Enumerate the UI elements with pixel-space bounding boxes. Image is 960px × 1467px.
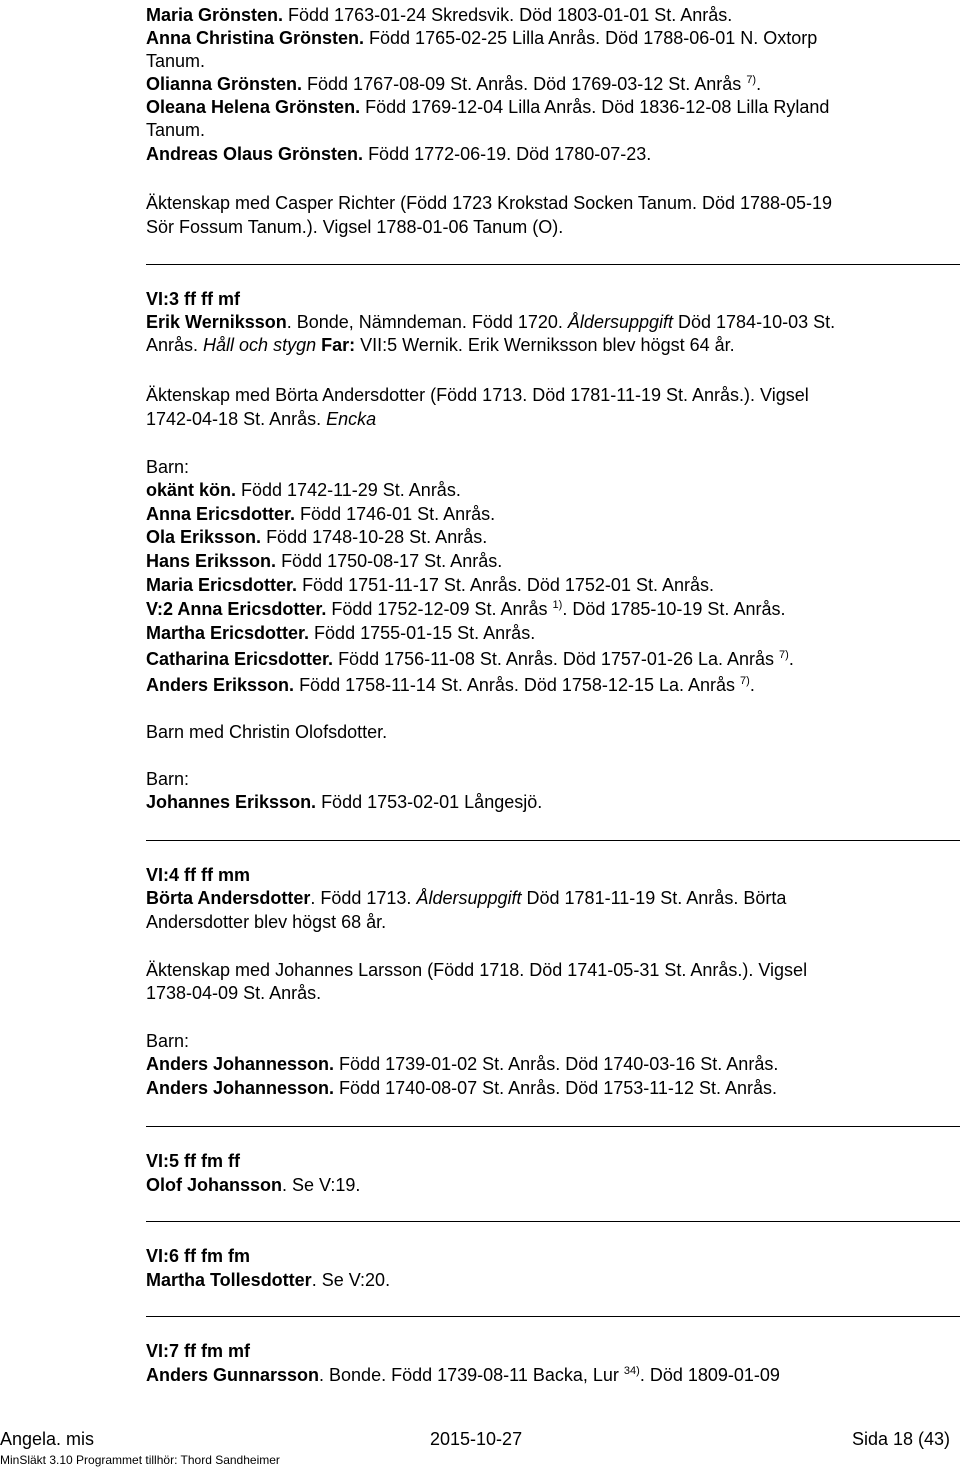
children-label: Barn: xyxy=(146,1031,190,1051)
entry-text: Född 1746-01 St. Anrås. xyxy=(295,504,496,524)
person-line xyxy=(146,1269,390,1293)
marriage-line xyxy=(146,408,376,432)
section-header-vi4: VI:4 ff ff mm xyxy=(146,865,251,885)
entry-text: . Född 1713. xyxy=(310,888,417,908)
entry-line xyxy=(146,73,761,97)
section-divider xyxy=(146,840,960,841)
children-label: Barn: xyxy=(146,457,190,477)
entry-text: . xyxy=(788,649,794,669)
entry-text: Född 1769-12-04 Lilla Anrås. Död 1836-12-08 Lilla Ryland xyxy=(360,97,830,117)
entry-text: Död 1784-10-03 St. xyxy=(673,312,836,332)
entry-text: . Död 1809-01-09 xyxy=(639,1365,780,1385)
entry-text: Född 1752-12-09 St. Anrås xyxy=(326,599,553,619)
entry-text: . Bonde. Född 1739-08-11 Backa, Lur xyxy=(319,1365,624,1385)
person-name: Ola Eriksson. xyxy=(146,527,262,547)
entry-text: Död 1781-11-19 St. Anrås. Börta xyxy=(521,888,787,908)
other-parent-line: Barn med Christin Olofsdotter. xyxy=(146,722,388,742)
entry-text: Född 1765-02-25 Lilla Anrås. Död 1788-06-01 N. Oxtorp xyxy=(364,28,818,48)
person-name: Anders Eriksson. xyxy=(146,675,295,695)
entry-text: VII:5 Wernik. Erik Werniksson blev högst 64 år. xyxy=(355,335,735,355)
person-name: Anna Christina Grönsten. xyxy=(146,28,365,48)
person-name: Erik Werniksson xyxy=(146,312,287,332)
entry-text: Anrås. xyxy=(146,335,204,355)
marriage-line: Äktenskap med Börta Andersdotter (Född 1713. Död 1781-11-19 St. Anrås.). Vigsel xyxy=(146,385,809,405)
footnote-ref: 1) xyxy=(552,599,563,611)
entry-text: Född 1755-01-15 St. Anrås. xyxy=(309,623,536,643)
section-header-vi5: VI:5 ff fm ff xyxy=(146,1151,240,1171)
entry-text: Född 1756-11-08 St. Anrås. Död 1757-01-26 La. Anrås xyxy=(333,649,780,669)
children-label: Barn: xyxy=(146,769,190,789)
entry-text: Tanum. xyxy=(146,120,206,140)
child-line xyxy=(146,648,794,672)
child-line xyxy=(146,622,535,646)
entry-line xyxy=(146,119,205,143)
person-name: Hans Eriksson. xyxy=(146,551,277,571)
entry-text: . Se V:20. xyxy=(311,1270,391,1290)
entry-text: Född 1767-08-09 St. Anrås. Död 1769-03-12 St. Anrås xyxy=(302,74,747,94)
person-name: okänt kön. xyxy=(146,480,237,500)
page-footer xyxy=(0,1424,960,1467)
person-name: Johannes Eriksson. xyxy=(146,792,317,812)
child-line xyxy=(146,479,461,503)
footnote-ref: 7) xyxy=(746,74,757,86)
section-header-vi3: VI:3 ff ff mf xyxy=(146,289,240,309)
section-divider xyxy=(146,1221,960,1222)
entry-text: Född 1748-10-28 St. Anrås. xyxy=(261,527,488,547)
entry-text: . Bonde, Nämndeman. Född 1720. xyxy=(286,312,568,332)
footer-page-number: Sida 18 (43) xyxy=(851,1429,950,1449)
section-divider xyxy=(146,1126,960,1127)
entry-text: 1742-04-18 St. Anrås. xyxy=(146,409,327,429)
entry-text: . xyxy=(749,675,755,695)
section-header-vi7: VI:7 ff fm mf xyxy=(146,1341,251,1361)
person-name: Olof Johansson xyxy=(146,1175,283,1195)
entry-text: Född 1742-11-29 St. Anrås. xyxy=(236,480,461,500)
child-line xyxy=(146,791,542,815)
person-name: Maria Grönsten. xyxy=(146,5,284,25)
child-line xyxy=(146,1053,778,1077)
person-name: Börta Andersdotter xyxy=(146,888,311,908)
entry-text: Tanum. xyxy=(146,51,206,71)
far-label: Far: xyxy=(321,335,356,355)
entry-text: Född 1739-01-02 St. Anrås. Död 1740-03-16 St. Anrås. xyxy=(334,1054,779,1074)
person-line xyxy=(146,887,786,911)
entry-text: Född 1758-11-14 St. Anrås. Död 1758-12-15 La. Anrås xyxy=(294,675,741,695)
entry-text: Sör Fossum Tanum.). Vigsel 1788-01-06 Tanum (O). xyxy=(146,217,564,237)
person-name: Anna Ericsdotter. xyxy=(146,504,296,524)
person-line: Andersdotter blev högst 68 år. xyxy=(146,912,387,932)
person-name: Oleana Helena Grönsten. xyxy=(146,97,361,117)
entry-text: Åldersuppgift xyxy=(416,888,522,908)
person-line xyxy=(146,311,835,335)
entry-line xyxy=(146,96,829,120)
child-line xyxy=(146,574,714,598)
person-name: Martha Tollesdotter xyxy=(146,1270,312,1290)
entry-text: Äktenskap med Casper Richter (Född 1723 Krokstad Socken Tanum. Död 1788-05-19 xyxy=(146,193,833,213)
entry-text: Född 1751-11-17 St. Anrås. Död 1752-01 St. Anrås. xyxy=(297,575,714,595)
person-line xyxy=(146,1174,360,1198)
marriage-line: 1738-04-09 St. Anrås. xyxy=(146,983,322,1003)
entry-text: Född 1753-02-01 Långesjö. xyxy=(316,792,543,812)
person-name: Catharina Ericsdotter. xyxy=(146,649,334,669)
footnote-ref: 34) xyxy=(623,1365,640,1377)
section-divider xyxy=(146,1316,960,1317)
entry-text: Född 1772-06-19. Död 1780-07-23. xyxy=(363,144,652,164)
person-name: Olianna Grönsten. xyxy=(146,74,303,94)
child-line xyxy=(146,503,495,527)
footer-filename: Angela. mis xyxy=(0,1429,95,1449)
person-name: V:2 Anna Ericsdotter. xyxy=(146,599,327,619)
person-name: Anders Gunnarsson xyxy=(146,1365,320,1385)
person-name: Martha Ericsdotter. xyxy=(146,623,310,643)
entry-text: Född 1740-08-07 St. Anrås. Död 1753-11-12 St. Anrås. xyxy=(334,1078,777,1098)
entry-line xyxy=(146,143,651,167)
entry-text: . xyxy=(756,74,762,94)
footer-date: 2015-10-27 xyxy=(430,1429,523,1449)
footer-program-info: MinSläkt 3.10 Programmet tillhör: Thord Sandheimer xyxy=(0,1453,280,1467)
child-line xyxy=(146,526,487,550)
person-name: Andreas Olaus Grönsten. xyxy=(146,144,364,164)
person-line xyxy=(146,334,735,358)
entry-line xyxy=(146,27,817,51)
marriage-line: Äktenskap med Johannes Larsson (Född 1718. Död 1741-05-31 St. Anrås.). Vigsel xyxy=(146,960,808,980)
entry-text: . Död 1785-10-19 St. Anrås. xyxy=(562,599,786,619)
person-line xyxy=(146,1364,780,1388)
entry-line xyxy=(146,4,732,28)
section-header-vi6: VI:6 ff fm fm xyxy=(146,1246,251,1266)
footnote-ref: 7) xyxy=(779,649,789,661)
entry-text: Åldersuppgift xyxy=(567,312,673,332)
person-name: Anders Johannesson. xyxy=(146,1078,335,1098)
child-line xyxy=(146,598,785,622)
entry-text: Född 1750-08-17 St. Anrås. xyxy=(276,551,503,571)
person-name: Maria Ericsdotter. xyxy=(146,575,298,595)
footnote-ref: 7) xyxy=(740,675,750,687)
child-line xyxy=(146,550,502,574)
entry-text: Encka xyxy=(326,409,377,429)
entry-text: Född 1763-01-24 Skredsvik. Död 1803-01-01 St. Anrås. xyxy=(283,5,733,25)
marriage-line xyxy=(146,216,563,240)
entry-text: . Se V:19. xyxy=(282,1175,361,1195)
child-line xyxy=(146,1077,777,1101)
child-line xyxy=(146,674,755,698)
marriage-line xyxy=(146,192,832,216)
person-name: Anders Johannesson. xyxy=(146,1054,335,1074)
entry-text: Håll och stygn xyxy=(203,335,317,355)
section-divider xyxy=(146,264,960,265)
entry-line xyxy=(146,50,205,74)
